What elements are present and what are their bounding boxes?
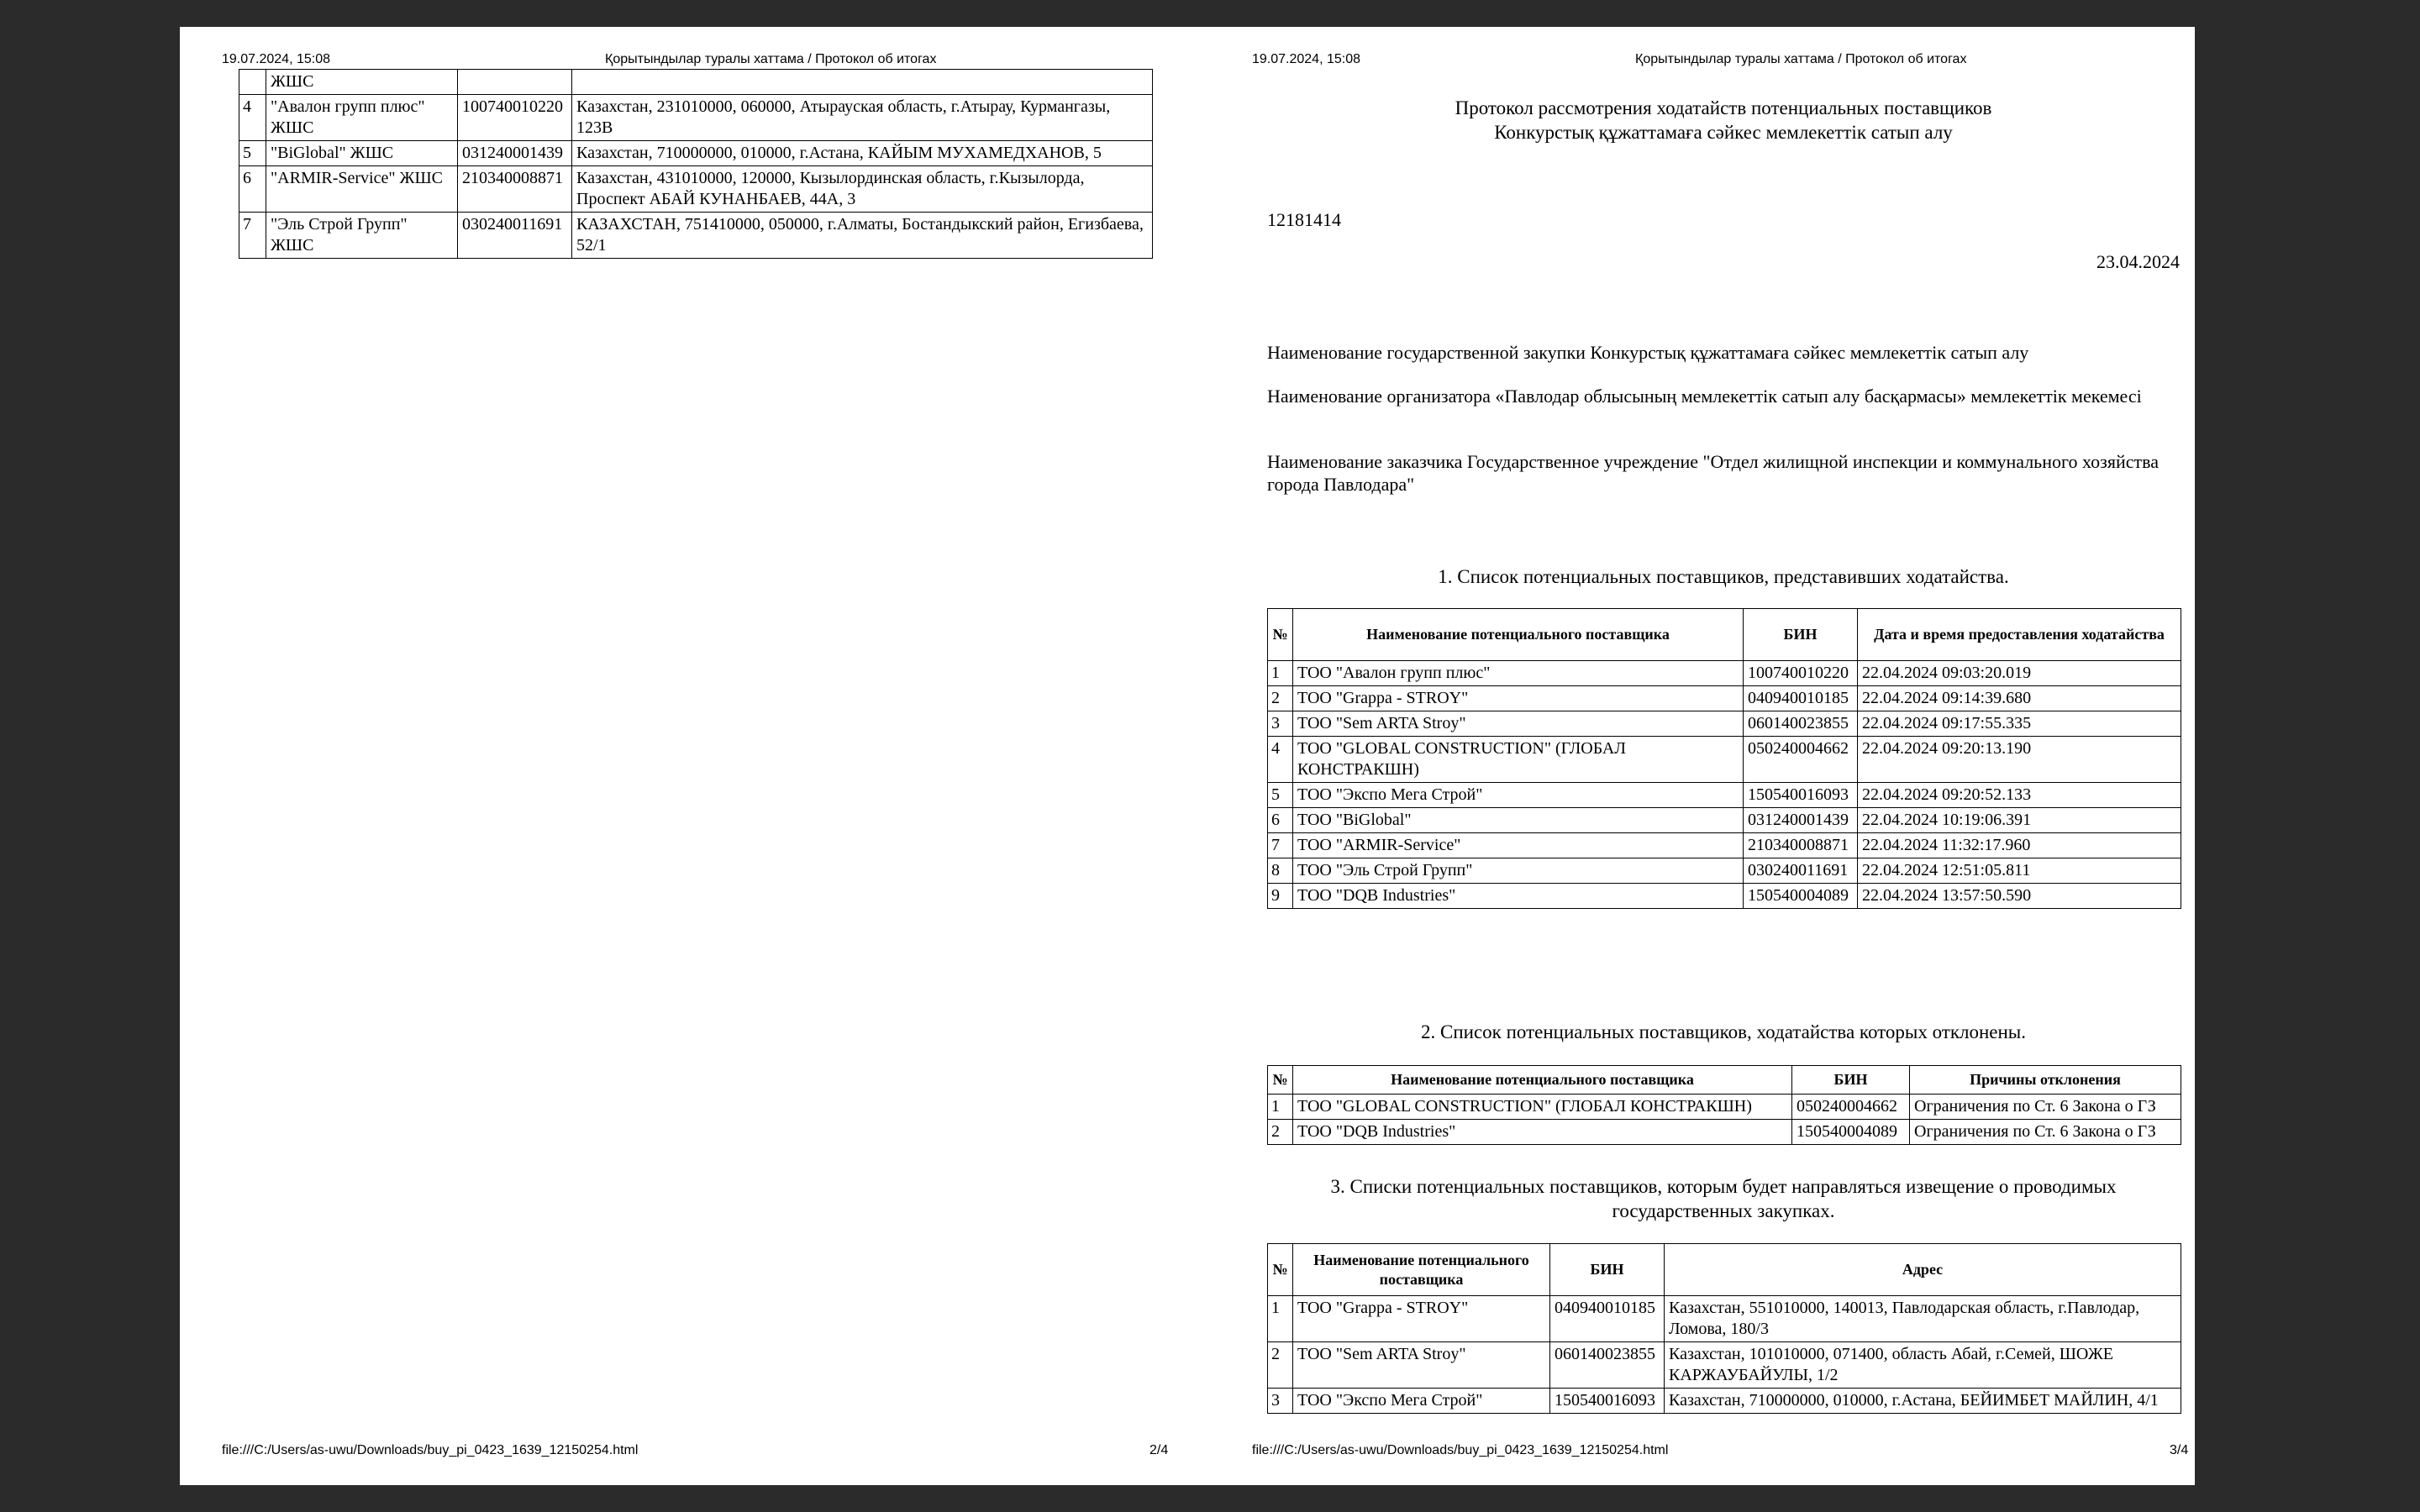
cell-bin: 210340008871 bbox=[458, 166, 572, 213]
section3-title: 3. Списки потенциальных поставщиков, которым будет направляться извещение о проводимых государственных закупках. bbox=[1330, 1176, 2117, 1221]
cell-address: Казахстан, 101010000, 071400, область Абай, г.Семей, ШОЖЕ КАРЖАУБАЙУЛЫ, 1/2 bbox=[1665, 1342, 2181, 1389]
cell-date: 22.04.2024 09:14:39.680 bbox=[1858, 686, 2181, 711]
cell-num: 1 bbox=[1268, 1095, 1293, 1120]
cell-date: 22.04.2024 09:17:55.335 bbox=[1858, 711, 2181, 737]
table-row bbox=[1268, 1296, 2181, 1342]
section1-title: 1. Список потенциальных поставщиков, представивших ходатайства. bbox=[1438, 566, 2009, 587]
cell-num: 2 bbox=[1268, 1342, 1293, 1389]
col-name-header: Наименование потенциального поставщика bbox=[1293, 1066, 1792, 1095]
cell-name: ТОО "GLOBAL CONSTRUCTION" (ГЛОБАЛ КОНСТРАКШН) bbox=[1293, 737, 1744, 783]
cell-date: 22.04.2024 09:20:52.133 bbox=[1858, 783, 2181, 808]
cell-name: ТОО "Экспо Мега Строй" bbox=[1293, 783, 1744, 808]
cell-num: 5 bbox=[239, 141, 266, 166]
header-title: Қорытындылар туралы хаттама / Протокол об итогах bbox=[605, 52, 937, 66]
document-title bbox=[1267, 96, 2180, 144]
cell-num: 9 bbox=[1268, 884, 1293, 909]
cell-reason: Ограничения по Ст. 6 Закона о ГЗ bbox=[1910, 1120, 2181, 1145]
cell-num: 4 bbox=[1268, 737, 1293, 783]
cell-bin: 100740010220 bbox=[458, 95, 572, 141]
cell-num: 1 bbox=[1268, 1296, 1293, 1342]
cell-date: 22.04.2024 10:19:06.391 bbox=[1858, 808, 2181, 833]
cell-name: ТОО "DQB Industries" bbox=[1293, 1120, 1792, 1145]
suppliers-continuation-table bbox=[239, 69, 1153, 259]
cell-bin: 050240004662 bbox=[1792, 1095, 1910, 1120]
cell-date: 22.04.2024 13:57:50.590 bbox=[1858, 884, 2181, 909]
cell-reason: Ограничения по Ст. 6 Закона о ГЗ bbox=[1910, 1095, 2181, 1120]
cell-name: "BiGlobal" ЖШС bbox=[266, 141, 458, 166]
document-number: 12181414 bbox=[1267, 209, 1341, 230]
cell-name: ТОО "Авалон групп плюс" bbox=[1293, 661, 1744, 686]
document-date: 23.04.2024 bbox=[2096, 251, 2180, 272]
cell-name: ТОО "Sem ARTA Stroy" bbox=[1293, 1342, 1550, 1389]
table-row bbox=[1268, 808, 2181, 833]
applicants-table bbox=[1267, 608, 2181, 909]
cell-address: Казахстан, 431010000, 120000, Кызылординская область, г.Кызылорда, Проспект АБАЙ КУНАНБАЕВ, 44А, 3 bbox=[572, 166, 1153, 213]
cell-name: ТОО "BiGlobal" bbox=[1293, 808, 1744, 833]
cell-bin: 030240011691 bbox=[1744, 858, 1858, 884]
cell-num: 7 bbox=[1268, 833, 1293, 858]
organizer-name: Наименование организатора «Павлодар облысының мемлекеттік сатып алу басқармасы» мемлекеттік мекемесі bbox=[1267, 386, 2142, 407]
col-bin-header: БИН bbox=[1550, 1244, 1665, 1296]
table-row bbox=[1268, 686, 2181, 711]
cell-name: ТОО "ARMIR-Service" bbox=[1293, 833, 1744, 858]
cell-bin: 030240011691 bbox=[458, 213, 572, 259]
header-datetime: 19.07.2024, 15:08 bbox=[1252, 52, 1361, 66]
cell-bin: 100740010220 bbox=[1744, 661, 1858, 686]
cell-address bbox=[572, 70, 1153, 95]
cell-date: 22.04.2024 09:03:20.019 bbox=[1858, 661, 2181, 686]
table-row bbox=[239, 70, 1153, 95]
cell-bin: 031240001439 bbox=[458, 141, 572, 166]
footer-path: file:///C:/Users/as-uwu/Downloads/buy_pi_0423_1639_12150254.html bbox=[1252, 1443, 1669, 1457]
table-row bbox=[239, 95, 1153, 141]
footer-page-number: 3/4 bbox=[2170, 1443, 2189, 1457]
cell-bin: 210340008871 bbox=[1744, 833, 1858, 858]
col-name-header: Наименование потенциального поставщика bbox=[1293, 609, 1744, 661]
cell-date: 22.04.2024 12:51:05.811 bbox=[1858, 858, 2181, 884]
section2-title: 2. Список потенциальных поставщиков, ходатайства которых отклонены. bbox=[1420, 1021, 2027, 1042]
page-3 bbox=[1208, 27, 2195, 1485]
header-title: Қорытындылар туралы хаттама / Протокол об итогах bbox=[1635, 52, 1967, 66]
cell-name: ТОО "Эль Строй Групп" bbox=[1293, 858, 1744, 884]
cell-address: Казахстан, 551010000, 140013, Павлодарская область, г.Павлодар, Ломова, 180/3 bbox=[1665, 1296, 2181, 1342]
cell-num: 1 bbox=[1268, 661, 1293, 686]
cell-num: 2 bbox=[1268, 686, 1293, 711]
document-title-line1: Протокол рассмотрения ходатайств потенциальных поставщиков bbox=[1455, 97, 1992, 118]
cell-bin: 150540004089 bbox=[1744, 884, 1858, 909]
cell-bin: 150540016093 bbox=[1744, 783, 1858, 808]
footer-path: file:///C:/Users/as-uwu/Downloads/buy_pi_0423_1639_12150254.html bbox=[222, 1443, 639, 1457]
col-reason-header: Причины отклонения bbox=[1910, 1066, 2181, 1095]
cell-bin: 050240004662 bbox=[1744, 737, 1858, 783]
cell-name: "Эль Строй Групп" ЖШС bbox=[266, 213, 458, 259]
cell-address: Казахстан, 710000000, 010000, г.Астана, БЕЙИМБЕТ МАЙЛИН, 4/1 bbox=[1665, 1389, 2181, 1414]
cell-name: ТОО "Экспо Мега Строй" bbox=[1293, 1389, 1550, 1414]
cell-name: ТОО "Grappa - STROY" bbox=[1293, 1296, 1550, 1342]
cell-name: ТОО "DQB Industries" bbox=[1293, 884, 1744, 909]
cell-num: 7 bbox=[239, 213, 266, 259]
rejected-table bbox=[1267, 1065, 2181, 1145]
col-date-header: Дата и время предоставления ходатайства bbox=[1858, 609, 2181, 661]
col-num-header: № bbox=[1268, 1244, 1293, 1296]
cell-bin: 060140023855 bbox=[1550, 1342, 1665, 1389]
col-bin-header: БИН bbox=[1744, 609, 1858, 661]
cell-bin: 060140023855 bbox=[1744, 711, 1858, 737]
table-row bbox=[1268, 1120, 2181, 1145]
cell-num: 4 bbox=[239, 95, 266, 141]
cell-bin: 150540004089 bbox=[1792, 1120, 1910, 1145]
cell-bin: 040940010185 bbox=[1550, 1296, 1665, 1342]
table-row bbox=[1268, 858, 2181, 884]
cell-num: 3 bbox=[1268, 1389, 1293, 1414]
cell-address: Казахстан, 231010000, 060000, Атырауская область, г.Атырау, Курмангазы, 123В bbox=[572, 95, 1153, 141]
table-row bbox=[239, 213, 1153, 259]
cell-num: 3 bbox=[1268, 711, 1293, 737]
table-row bbox=[1268, 833, 2181, 858]
table-row bbox=[239, 141, 1153, 166]
footer-page-number: 2/4 bbox=[1150, 1443, 1169, 1457]
cell-address: Казахстан, 710000000, 010000, г.Астана, КАЙЫМ МУХАМЕДХАНОВ, 5 bbox=[572, 141, 1153, 166]
cell-date: 22.04.2024 09:20:13.190 bbox=[1858, 737, 2181, 783]
cell-num: 6 bbox=[239, 166, 266, 213]
cell-date: 22.04.2024 11:32:17.960 bbox=[1858, 833, 2181, 858]
customer-name: Наименование заказчика Государственное учреждение "Отдел жилищной инспекции и коммунального хозяйства города Павлодара" bbox=[1267, 451, 2159, 495]
table-row bbox=[1268, 1389, 2181, 1414]
print-preview-sheet bbox=[180, 27, 2195, 1485]
table-row bbox=[239, 166, 1153, 213]
cell-address: КАЗАХСТАН, 751410000, 050000, г.Алматы, Бостандыкский район, Егизбаева, 52/1 bbox=[572, 213, 1153, 259]
cell-name: ТОО "GLOBAL CONSTRUCTION" (ГЛОБАЛ КОНСТРАКШН) bbox=[1293, 1095, 1792, 1120]
cell-bin: 031240001439 bbox=[1744, 808, 1858, 833]
cell-name: "Авалон групп плюс" ЖШС bbox=[266, 95, 458, 141]
cell-bin: 040940010185 bbox=[1744, 686, 1858, 711]
notified-suppliers-table bbox=[1267, 1243, 2181, 1414]
document-title-line2: Конкурстық құжаттамаға сәйкес мемлекеттік сатып алу bbox=[1494, 122, 1953, 143]
col-bin-header: БИН bbox=[1792, 1066, 1910, 1095]
cell-num: 8 bbox=[1268, 858, 1293, 884]
table-row bbox=[1268, 1095, 2181, 1120]
table-row bbox=[1268, 661, 2181, 686]
table-row bbox=[1268, 884, 2181, 909]
page-2 bbox=[180, 27, 1181, 1485]
cell-bin bbox=[458, 70, 572, 95]
cell-name: "ARMIR-Service" ЖШС bbox=[266, 166, 458, 213]
cell-num: 5 bbox=[1268, 783, 1293, 808]
cell-name: ЖШС bbox=[266, 70, 458, 95]
table-row bbox=[1268, 711, 2181, 737]
cell-name: ТОО "Sem ARTA Stroy" bbox=[1293, 711, 1744, 737]
table-row bbox=[1268, 1342, 2181, 1389]
purchase-name: Наименование государственной закупки Конкурстық құжаттамаға сәйкес мемлекеттік сатып алу bbox=[1267, 342, 2029, 363]
cell-bin: 150540016093 bbox=[1550, 1389, 1665, 1414]
table-row bbox=[1268, 783, 2181, 808]
table-row bbox=[1268, 737, 2181, 783]
cell-name: ТОО "Grappa - STROY" bbox=[1293, 686, 1744, 711]
col-address-header: Адрес bbox=[1665, 1244, 2181, 1296]
cell-num: 2 bbox=[1268, 1120, 1293, 1145]
header-datetime: 19.07.2024, 15:08 bbox=[222, 52, 331, 66]
col-num-header: № bbox=[1268, 609, 1293, 661]
cell-num bbox=[239, 70, 266, 95]
col-num-header: № bbox=[1268, 1066, 1293, 1095]
cell-num: 6 bbox=[1268, 808, 1293, 833]
col-name-header: Наименование потенциального поставщика bbox=[1293, 1244, 1550, 1296]
